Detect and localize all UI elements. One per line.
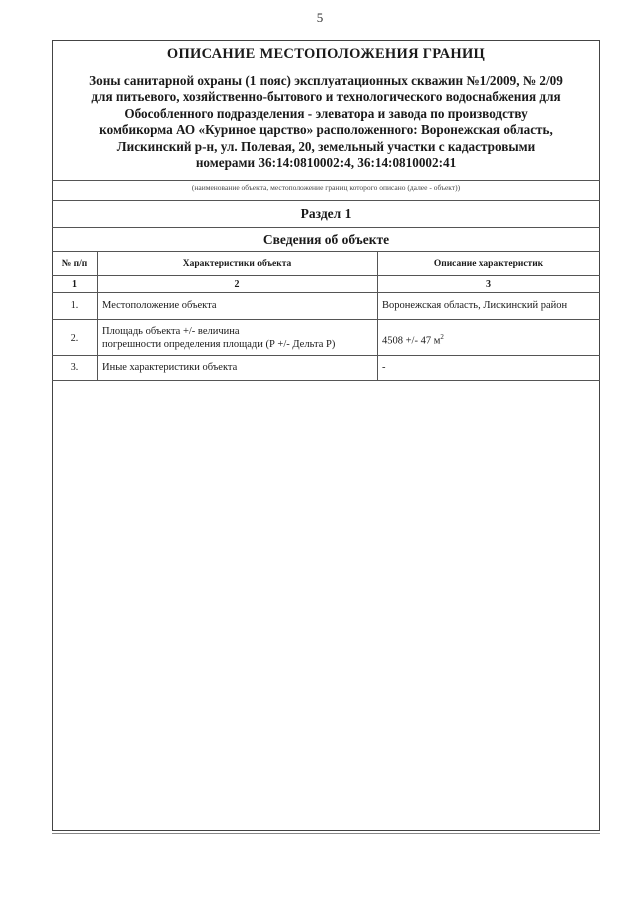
column-number: 1 — [72, 279, 77, 290]
subtitle-line: Обособленного подразделения - элеватора и завода по производству — [124, 105, 528, 121]
row-description — [382, 331, 598, 348]
section-subtitle: Сведения об объекте — [262, 232, 390, 247]
subtitle-line: Зоны санитарной охраны (1 пояс) эксплуатационных скважин №1/2009, № 2/09 — [89, 73, 563, 88]
subtitle-line: Лискинский р-н, ул. Полевая, 20, земельный участки с кадастровыми — [116, 138, 536, 154]
section-divider — [52, 227, 600, 228]
row-characteristic — [102, 325, 374, 351]
document-title: ОПИСАНИЕ МЕСТОПОЛОЖЕНИЯ ГРАНИЦ — [166, 46, 486, 62]
row-characteristic: Местоположение объекта — [102, 300, 217, 311]
document-subtitle — [62, 73, 590, 171]
table-top-border — [52, 251, 600, 252]
header-description: Описание характеристик — [433, 259, 544, 269]
row-description: Воронежская область, Лискинский район — [382, 300, 568, 311]
header-index: № п/п — [61, 259, 88, 269]
table-colnum-border — [52, 292, 600, 293]
subtitle-line: номерами 36:14:0810002:4, 36:14:0810002:41 — [195, 155, 457, 171]
section-divider — [52, 200, 600, 201]
section-title: Раздел 1 — [300, 206, 352, 221]
frame-bottom-border — [52, 830, 600, 831]
row-index: 3. — [70, 362, 79, 373]
characteristic-line: погрешности определения площади (Р +/- Дельта Р) — [102, 339, 336, 350]
area-value: 4508 +/- 47 м — [382, 335, 441, 347]
table-row-border — [52, 380, 600, 381]
caption-underline — [52, 180, 600, 181]
table-row-border — [52, 319, 600, 320]
table-header-border — [52, 275, 600, 276]
characteristic-line: Площадь объекта +/- величина — [102, 326, 240, 337]
row-index: 1. — [70, 300, 79, 311]
table-row-border — [52, 355, 600, 356]
page-number: 5 — [316, 10, 324, 25]
column-number: 2 — [234, 279, 240, 290]
row-characteristic: Иные характеристики объекта — [102, 362, 238, 373]
row-description: - — [382, 362, 386, 373]
header-characteristic: Характеристики объекта — [182, 259, 292, 269]
frame-bottom-border-inner — [52, 833, 600, 834]
subtitle-line: для питьевого, хозяйственно-бытового и технологического водоснабжения для — [91, 89, 561, 105]
area-unit-exponent: 2 — [440, 333, 444, 341]
subtitle-line: комбикорма АО «Куриное царство» расположенного: Воронежская область, — [99, 122, 553, 138]
object-caption: (наименование объекта, местоположение границ которого описано (далее - объект)) — [191, 183, 461, 192]
column-number: 3 — [486, 279, 491, 290]
row-index: 2. — [70, 333, 79, 344]
